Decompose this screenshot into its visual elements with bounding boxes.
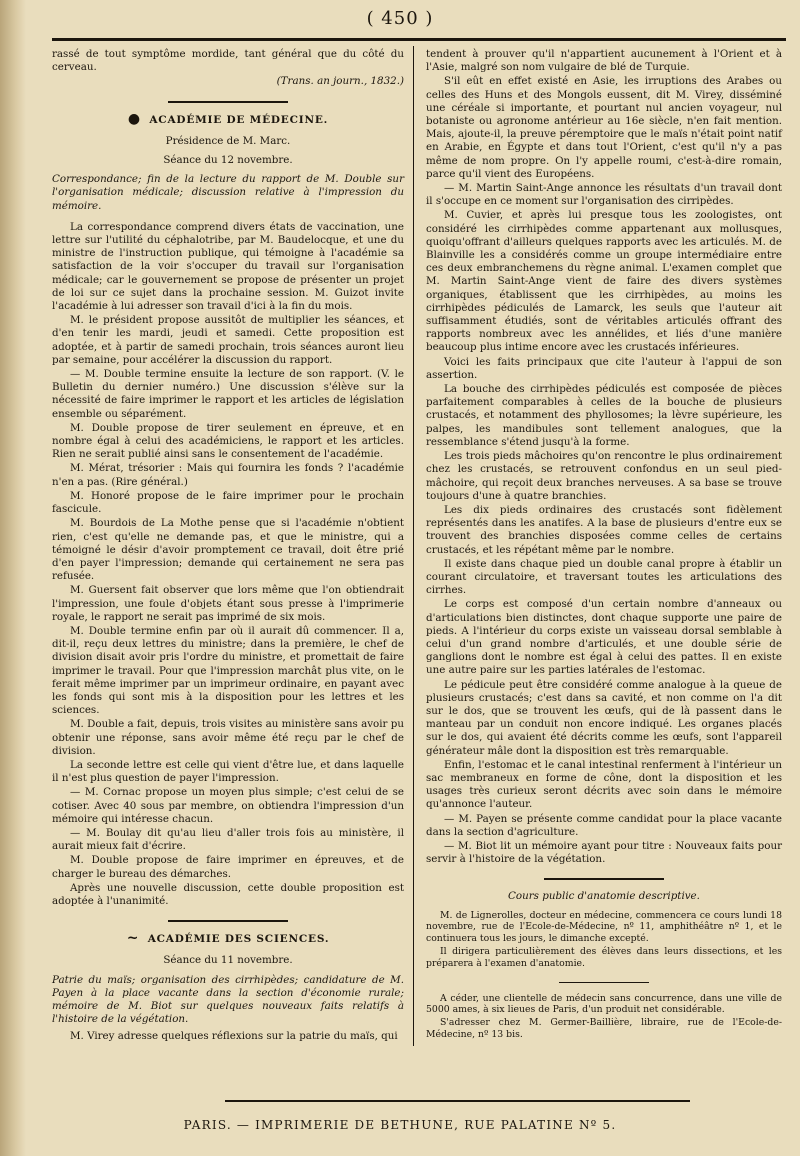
paragraph: M. le président propose aussitôt de multiplier les séances, et d'en tenir les mardi, jeudi et samedi. Cette proposition est adoptée, et à partir de samedi prochain, trois séances auront lieu par semaine, pour accélérer la discussion du rapport. [52,314,404,366]
paragraph: Le corps est composé d'un certain nombre d'anneaux ou d'articulations bien distinctes, dont chaque supporte une paire de pieds. A l'intérieur du corps existe un vaisseau dorsal semblable à celui d'un grand nombre d'articulés, et une double série de ganglions dont le nombre est égal à celui des pattes. Il en existe une autre paire sur les parties latérales de l'estomac. [426,598,782,677]
academie-medecine-title [52,110,404,127]
section-rule [168,920,288,922]
paragraph: — M. Double termine ensuite la lecture de son rapport. (V. le Bulletin du dernier numéro.) Une discussion s'élève sur la nécessité de faire imprimer le rapport et les articles de législation ensemble ou séparément. [52,368,404,420]
notice-paragraph: Il dirigera particulièrement des élèves dans leurs dissections, et les préparera à l'examen d'anatomie. [426,945,782,969]
paragraph: M. Double propose de tirer seulement en épreuve, et en nombre égal à celui des académiciens, le rapport et les articles. Rien ne serait publié ainsi sans le consentement de l'académie. [52,421,404,461]
paragraph: M. Double propose de faire imprimer en épreuves, et de charger le bureau des démarches. [52,854,404,880]
top-rule [52,38,786,41]
bullet-ornament-icon: ● [127,110,141,127]
section-rule [168,101,288,103]
printer-footer: PARIS. — IMPRIMERIE DE BETHUNE, RUE PALATINE Nº 5. [183,1118,617,1132]
paragraph: — M. Biot lit un mémoire ayant pour titre : Nouveaux faits pour servir à l'histoire de la végétation. [426,839,782,866]
paragraph: — M. Payen se présente comme candidat pour la place vacante dans la section d'agriculture. [426,812,782,838]
paragraph: — M. Boulay dit qu'au lieu d'aller trois fois au ministère, il aurait mieux fait d'écrire. [52,826,404,853]
academie-sciences-title-text: ACADÉMIE DES SCIENCES. [147,933,330,946]
flourish-ornament-icon: ~ [126,930,140,947]
presidence: Présidence de M. Marc. [165,134,291,147]
paragraph: La bouche des cirrhipèdes pédiculés est composée de pièces parfaitement comparables à celles de la bouche de plusieurs crustacés, et notamment des phyllosomes; la lèvre supérieure, les palpes, les mandibules sont tellement analogues, que la ressemblance s'étend jusqu'à la forme. [426,383,782,448]
paragraph: Il existe dans chaque pied un double canal propre à établir un courant circulatoire, et traversant toutes les articulations des cirrhes. [426,557,782,597]
paragraph: M. Double termine enfin par où il aurait dû commencer. Il a, dit-il, reçu deux lettres du ministre; dans la première, le chef de division disait avoir pris l'ordre du ministre, et promettait de faire imprimer le travail. Pour que l'impression marchât plus vite, on le ferait même imprimer par un imprimeur ordinaire, en payant avec les fonds qui sont mis à la disposition pour les lettres et les sciences. [52,624,404,717]
paragraph: — M. Martin Saint-Ange annonce les résultats d'un travail dont il s'occupe en ce moment sur l'organisation des cirripèdes. [426,182,782,208]
section-summary: Correspondance; fin de la lecture du rapport de M. Double sur l'organisation médicale; discussion relative à l'impression du mémoire. [52,173,404,212]
cours-title: Cours public d'anatomie descriptive. [508,890,700,903]
right-column [426,48,782,1042]
paragraph: Enfin, l'estomac et le canal intestinal renferment à l'intérieur un sac membraneux en forme de cône, dont la disposition et les usages très curieux seront décrits avec soin dans le mémoire qu'annonce l'auteur. [426,758,782,811]
page-number: ( 450 ) [366,8,434,29]
left-column [52,48,404,1045]
footer-rule [225,1100,690,1102]
academie-sciences-title [52,932,404,946]
paragraph: M. Virey adresse quelques réflexions sur la patrie du maïs, qui [70,1030,398,1043]
column-divider [413,46,414,1046]
paragraph: tendent à prouver qu'il n'appartient aucunement à l'Orient et à l'Asie, malgré son nom vulgaire de blé de Turquie. [426,48,782,74]
seance-date: Séance du 11 novembre. [163,954,293,967]
intro-text: rassé de tout symptôme mordide, tant général que du côté du cerveau. [52,48,404,74]
paragraph: M. Guersent fait observer que lors même que l'on obtiendrait l'impression, une foule d'objets étant sous presse à l'imprimerie royale, le rapport ne serait pas imprimé de six mois. [52,584,404,623]
annonce-notice [426,993,782,1041]
section-summary: Patrie du maïs; organisation des cirrhipèdes; candidature de M. Payen à la place vacante dans la section d'économie rurale; mémoire de M. Biot sur quelques nouveaux faits relatifs à l'histoire de la végétation. [52,973,404,1026]
notice-paragraph: M. de Lignerolles, docteur en médecine, commencera ce cours lundi 18 novembre, rue de l'Ecole-de-Médecine, nº 11, amphithéâtre nº 1, et le continuera tous les jours, le dimanche excepté. [426,909,782,945]
academie-medecine-title-text: ACADÉMIE DE MÉDECINE. [149,113,329,126]
paragraph: M. Mérat, trésorier : Mais qui fournira les fonds ? l'académie n'en a pas. (Rire général.) [52,462,404,488]
paragraph: Les trois pieds mâchoires qu'on rencontre le plus ordinairement chez les crustacés, se retrouvent confondus en un seul pied-mâchoire, qui reçoit deux branches nerveuses. A sa base se trouve toujours d'une à quatre branchies. [426,450,782,502]
paragraph: M. Honoré propose de le faire imprimer pour le prochain fascicule. [52,489,404,516]
paragraph: M. Double a fait, depuis, trois visites au ministère sans avoir pu obtenir une réponse, sans avoir même été reçu par le chef de division. [52,718,404,757]
notice-paragraph: S'adresser chez M. Germer-Baillière, libraire, rue de l'Ecole-de-Médecine, nº 13 bis. [426,1017,782,1040]
paragraph: La seconde lettre est celle qui vient d'être lue, et dans laquelle il n'est plus question de payer l'impression. [52,758,404,785]
paragraph: Voici les faits principaux que cite l'auteur à l'appui de son assertion. [426,355,782,381]
paragraph: Les dix pieds ordinaires des crustacés sont fidèlement représentés dans les anatifes. A la base de plusieurs d'entre eux se trouvent des branchies disposées comme celles de certains crustacés, et les répétant même par le nombre. [426,503,782,556]
paragraph: — M. Cornac propose un moyen plus simple; c'est celui de se cotiser. Avec 40 sous par membre, on obtiendra l'impression d'un mémoire qui intéresse chacun. [52,786,404,825]
notice-paragraph: A céder, une clientelle de médecin sans concurrence, dans une ville de 5000 ames, à six lieues de Paris, d'un produit net considérable. [426,992,782,1016]
seance-date: Séance du 12 novembre. [163,154,293,167]
intro-source: (Trans. an journ., 1832.) [276,75,404,88]
section-rule [559,982,649,983]
paragraph: S'il eût en effet existé en Asie, les irruptions des Arabes ou celles des Huns et des Mongols eussent, dit M. Virey, disséminé une céréale si importante, et pourtant nul ancien voyageur, nul botaniste ou agronome antérieur au 16e siècle, n'en fait mention. Mais, ajoute-il, la preuve péremptoire que le maïs n'était point natif en Arabie, en Égypte et dans tout l'Orient, c'est qu'il n'y a pas même de nom propre. On l'y appelle roumi, c'est-à-dire romain, parce qu'il vient des Européens. [426,75,782,180]
paragraph: M. Bourdois de La Mothe pense que si l'académie n'obtient rien, c'est qu'elle ne demande pas, et que le ministre, qui a témoigné le désir d'avoir promptement ce travail, doit être prié d'en payer l'impression; demande qui certainement ne sera pas refusée. [52,517,404,583]
cours-notice [426,910,782,970]
paragraph: La correspondance comprend divers états de vaccination, une lettre sur l'utilité du céphalotribe, par M. Baudelocque, et une du ministre de l'instruction publique, qui témoigne à l'académie sa satisfaction de la voir s'occuper du travail sur l'organisation médicale; car le gouvernement se propose de présenter un projet de loi sur ce sujet dans la prochaine session. M. Guizot invite l'académie à lui adresser son travail d'ici à la fin du mois. [52,220,404,313]
paragraph: Le pédicule peut être considéré comme analogue à la queue de plusieurs crustacés; c'est dans sa cavité, et non comme on l'a dit sur le dos, que se trouvent les œufs, qui de là passent dans le manteau par un conduit non encore indiqué. Les organes placés sur le dos, qui avaient été décrits comme les œufs, sont l'appareil générateur mâle dont la disposition est très remarquable. [426,678,782,757]
paragraph: Après une nouvelle discussion, cette double proposition est adoptée à l'unanimité. [52,881,404,907]
section-rule [544,878,664,880]
paragraph: M. Cuvier, et après lui presque tous les zoologistes, ont considéré les cirrhipèdes comme appartenant aux mollusques, quoiqu'offrant d'ailleurs quelques rapports avec les articulés. M. de Blainville les a considérés comme un groupe intermédiaire entre ces deux embranchemens du règne animal. L'examen complet que M. Martin Saint-Ange vient de faire des divers systèmes organiques, établissent que les cirrhipèdes, au moins les cirrhipèdes pédiculés de Lamarck, les seuls que l'auteur ait suffisamment étudiés, sont de véritables articulés offrant des rapports nombreux avec les annélides, et liés d'une manière beaucoup plus intime encore avec les crustacés inférieures. [426,209,782,354]
